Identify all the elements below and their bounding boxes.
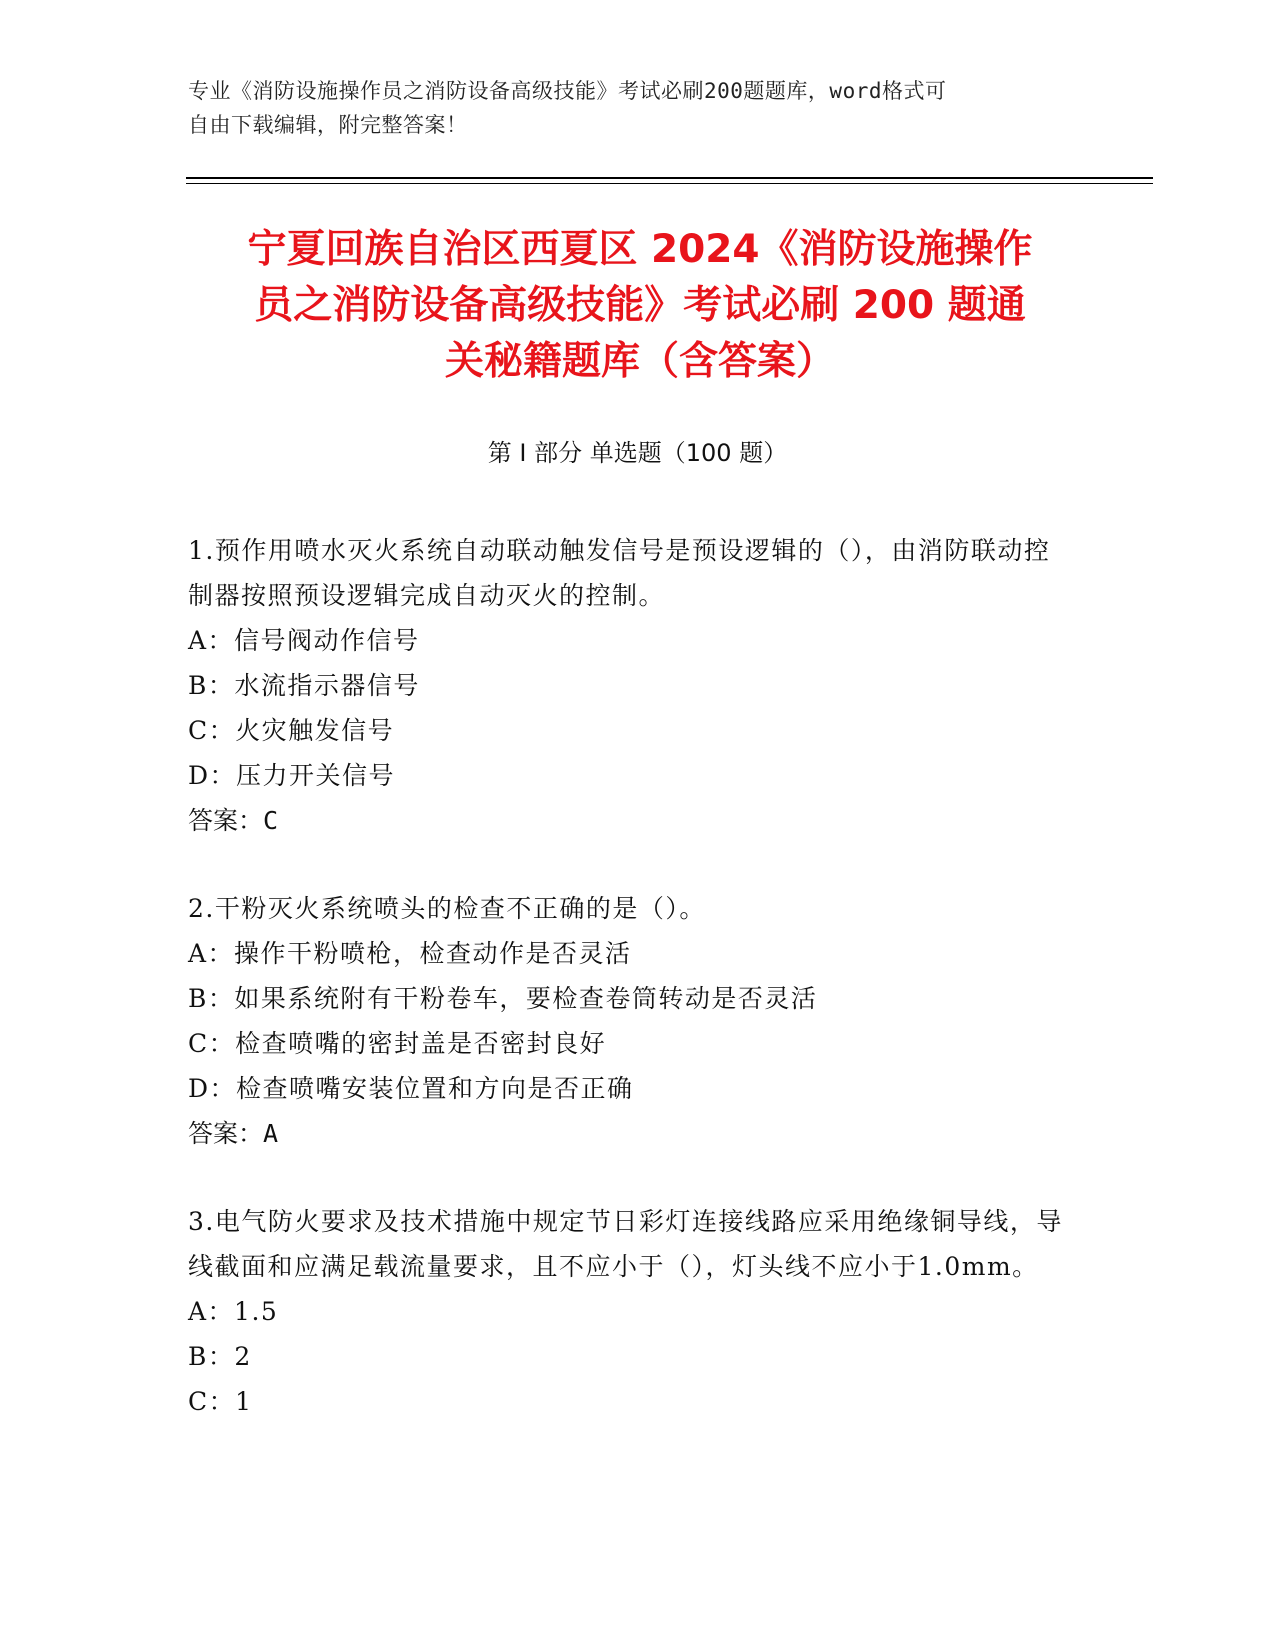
header-note-line-2: 自由下载编辑，附完整答案！ [188, 113, 468, 137]
header-rule-thin [186, 183, 1153, 184]
answer-value: A [263, 1119, 279, 1148]
section-heading: 第 I 部分 单选题（100 题） [487, 439, 788, 467]
question-stem: 3.电气防火要求及技术措施中规定节日彩灯连接线路应采用绝缘铜导线，导线截面和应满足载流量要求，且不应小于（），灯头线不应小于1.0mm。 [188, 1207, 1063, 1281]
question-list [188, 528, 1068, 1466]
option-b: B：水流指示器信号 [188, 671, 420, 700]
header-note-line-1: 专业《消防设施操作员之消防设备高级技能》考试必刷200题题库，word格式可 [188, 79, 947, 103]
option-c: C：1 [188, 1387, 253, 1416]
option-b: B：2 [188, 1342, 252, 1371]
title-line-1: 宁夏回族自治区西夏区 2024《消防设施操作 [247, 227, 1033, 272]
answer-label: 答案： [188, 1119, 264, 1148]
option-d: D：检查喷嘴安装位置和方向是否正确 [188, 1074, 634, 1103]
option-a: A：操作干粉喷枪，检查动作是否灵活 [188, 939, 632, 968]
document-title [180, 222, 1100, 390]
option-a: A：1.5 [188, 1297, 279, 1326]
answer-line [188, 1111, 1068, 1157]
option-c: C：检查喷嘴的密封盖是否密封良好 [188, 1029, 607, 1058]
question-1 [188, 528, 1068, 844]
option-c: C：火灾触发信号 [188, 716, 395, 745]
option-b: B：如果系统附有干粉卷车，要检查卷筒转动是否灵活 [188, 984, 818, 1013]
answer-line [188, 798, 1068, 844]
question-3 [188, 1199, 1068, 1424]
answer-value: C [263, 806, 279, 835]
question-2 [188, 886, 1068, 1157]
answer-label: 答案： [188, 806, 264, 835]
option-a: A：信号阀动作信号 [188, 626, 420, 655]
title-line-2: 员之消防设备高级技能》考试必刷 200 题通 [254, 283, 1026, 328]
question-stem: 1.预作用喷水灭火系统自动联动触发信号是预设逻辑的（），由消防联动控制器按照预设逻辑完成自动灭火的控制。 [188, 536, 1051, 610]
option-d: D：压力开关信号 [188, 761, 396, 790]
header-note [188, 74, 1068, 142]
title-line-3: 关秘籍题库（含答案） [444, 339, 835, 384]
question-stem: 2.干粉灭火系统喷头的检查不正确的是（）。 [188, 894, 706, 923]
header-rule-thick [186, 177, 1153, 179]
